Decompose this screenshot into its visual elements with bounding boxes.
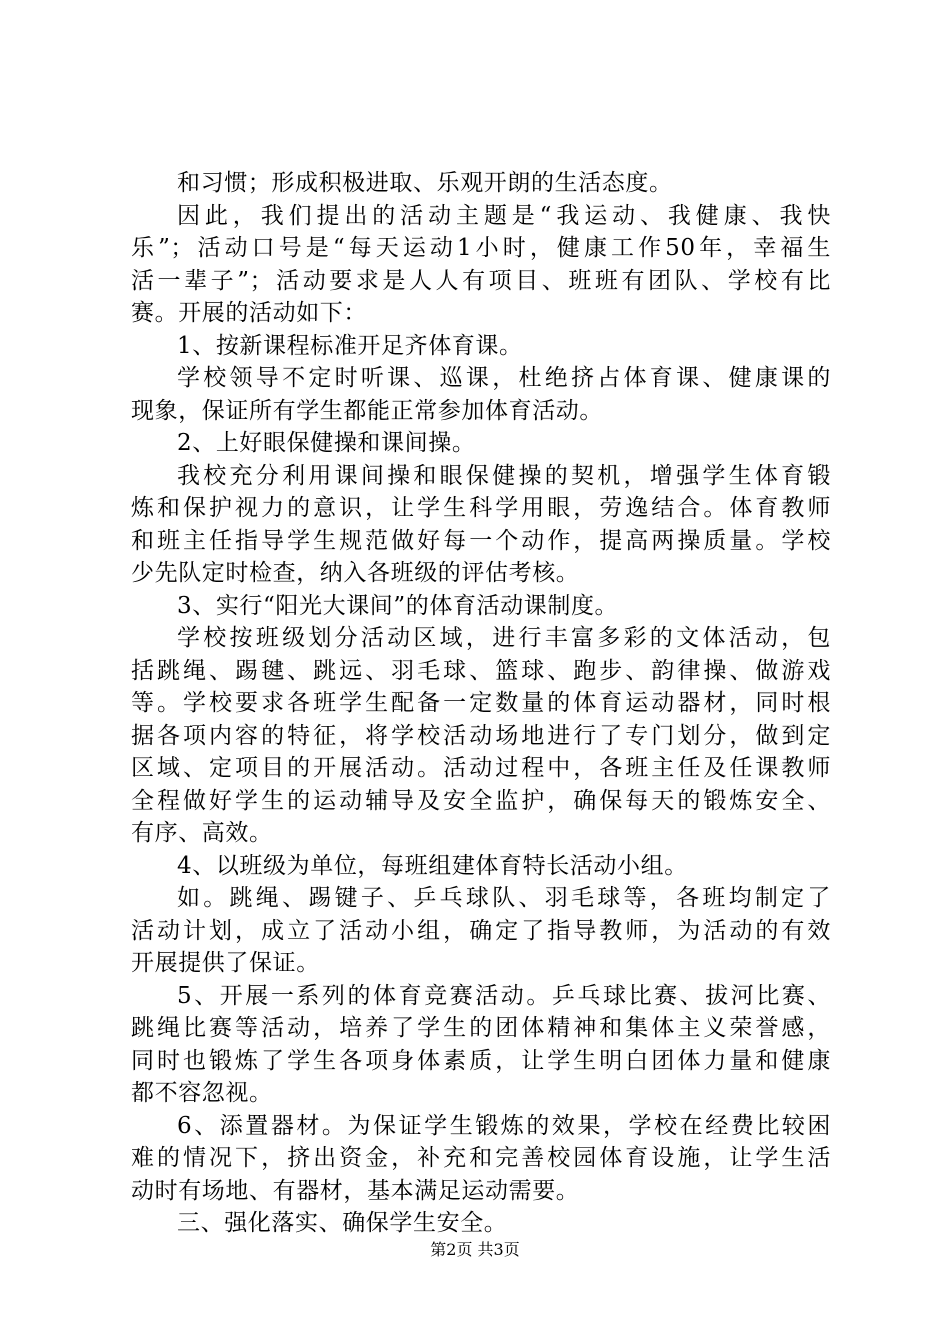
text-line: 少先队定时检查，纳入各班级的评估考核。	[131, 560, 580, 586]
text-line: 学校按班级划分活动区域，进行丰富多彩的文体活动，包	[177, 625, 831, 651]
text-line: 赛。开展的活动如下：	[131, 300, 367, 326]
text-line: 学校领导不定时听课、巡课，杜绝挤占体育课、健康课的	[177, 365, 831, 391]
document-body	[131, 167, 831, 1240]
text-line: 活动计划，成立了活动小组，确定了指导教师，为活动的有效	[131, 917, 831, 944]
text-line: 5、开展一系列的体育竞赛活动。乒乓球比赛、拔河比赛、	[177, 982, 831, 1009]
text-line: 跳绳比赛等活动，培养了学生的团体精神和集体主义荣誉感，	[131, 1015, 831, 1041]
text-line: 同时也锻炼了学生各项身体素质，让学生明白团体力量和健康	[131, 1047, 831, 1074]
text-line: 4、以班级为单位，每班组建体育特长活动小组。	[177, 852, 688, 879]
text-line: 动时有场地、有器材，基本满足运动需要。	[131, 1177, 580, 1204]
text-line: 都不容忽视。	[131, 1080, 273, 1106]
text-line: 2、上好眼保健操和课间操。	[177, 430, 476, 456]
text-line: 6、添置器材。为保证学生锻炼的效果，学校在经费比较困	[177, 1112, 831, 1139]
text-line: 现象，保证所有学生都能正常参加体育活动。	[131, 397, 603, 424]
text-line: 乐”；活动口号是“每天运动1小时，健康工作50年，幸福生	[131, 235, 831, 261]
page-number-footer: 第2页 共3页	[430, 1240, 520, 1259]
text-line: 因此，我们提出的活动主题是“我运动、我健康、我快	[177, 202, 831, 229]
text-line: 1、按新课程标准开足齐体育课。	[177, 332, 523, 359]
text-line: 和习惯；形成积极进取、乐观开朗的生活态度。	[177, 170, 673, 196]
text-line: 如。跳绳、踢键子、乒乓球队、羽毛球等，各班均制定了	[177, 885, 831, 911]
text-line: 3、实行“阳光大课间”的体育活动课制度。	[177, 592, 619, 619]
text-line: 难的情况下，挤出资金，补充和完善校园体育设施，让学生活	[131, 1145, 831, 1171]
text-line: 括跳绳、踢毽、跳远、羽毛球、篮球、跑步、韵律操、做游戏	[131, 657, 831, 684]
text-line: 区域、定项目的开展活动。活动过程中，各班主任及任课教师	[131, 755, 831, 781]
text-line: 炼和保护视力的意识，让学生科学用眼，劳逸结合。体育教师	[131, 495, 831, 521]
text-line: 据各项内容的特征，将学校活动场地进行了专门划分，做到定	[131, 722, 831, 749]
text-line: 开展提供了保证。	[131, 950, 320, 976]
text-line: 我校充分利用课间操和眼保健操的契机，增强学生体育锻	[177, 462, 831, 489]
text-line: 三、强化落实、确保学生安全。	[177, 1210, 508, 1236]
text-line: 有序、高效。	[131, 820, 273, 846]
text-line: 活一辈子”；活动要求是人人有项目、班班有团队、学校有比	[131, 267, 831, 294]
text-line: 全程做好学生的运动辅导及安全监护，确保每天的锻炼安全、	[131, 787, 831, 814]
text-line: 和班主任指导学生规范做好每一个动作，提高两操质量。学校	[131, 527, 831, 554]
text-line: 等。学校要求各班学生配备一定数量的体育运动器材，同时根	[131, 690, 831, 716]
